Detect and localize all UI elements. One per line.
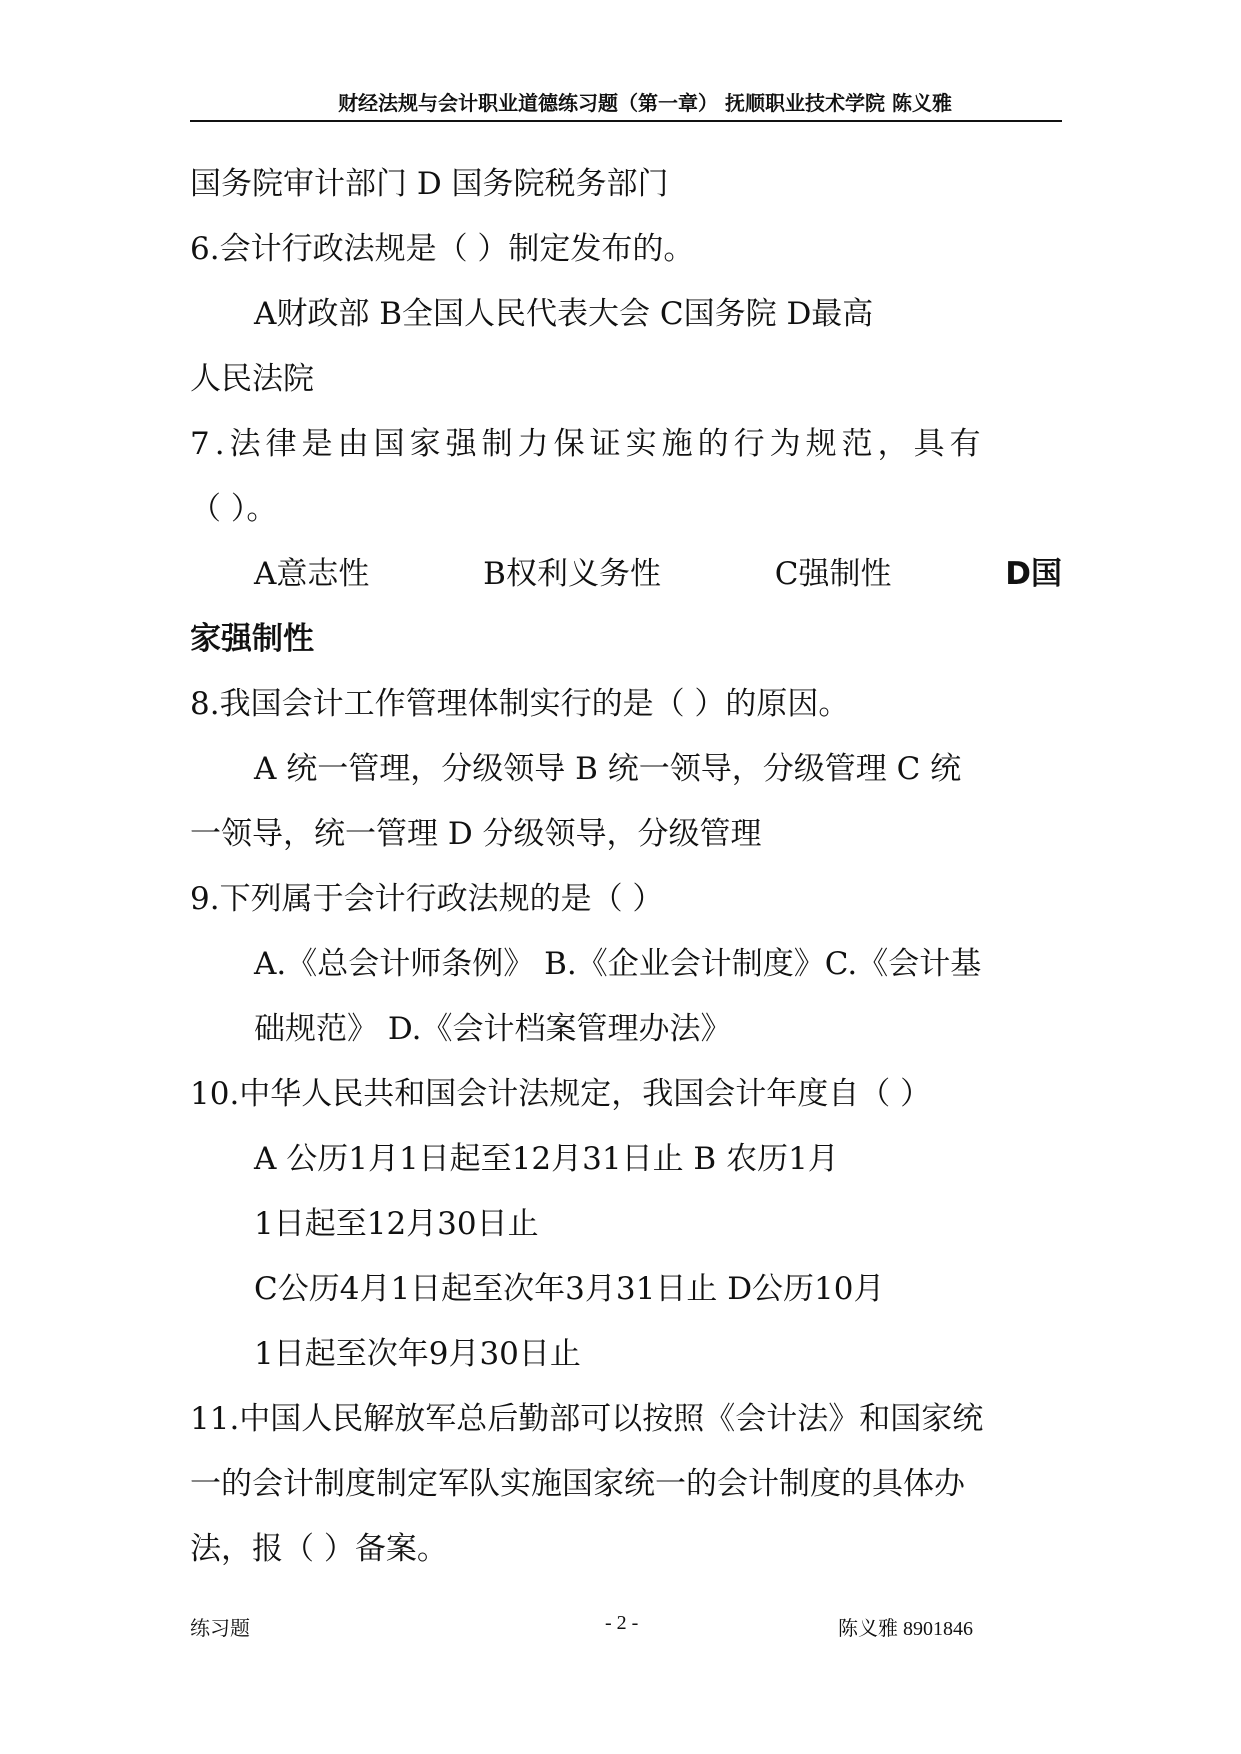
option-b: B权利义务性 — [483, 556, 661, 592]
text-line: 国务院审计部门 D 国务院税务部门 — [190, 166, 669, 202]
question-11-cont: 一的会计制度制定军队实施国家统一的会计制度的具体办 — [190, 1466, 965, 1502]
option-a: A意志性 — [254, 556, 370, 592]
options-6: A财政部 B全国人民代表大会 C国务院 D最高 — [254, 296, 874, 332]
option-d-answer: D国 — [1005, 556, 1062, 592]
question-6: 6.会计行政法规是（ ）制定发布的。 — [190, 231, 695, 267]
footer-right: 陈义雅 8901846 — [838, 1618, 973, 1640]
options-10-cd-cont: 1日起至次年9月30日止 — [254, 1336, 581, 1372]
question-10: 10.中华人民共和国会计法规定，我国会计年度自（ ） — [190, 1076, 932, 1112]
options-7 — [190, 542, 1062, 607]
question-8: 8.我国会计工作管理体制实行的是（ ）的原因。 — [190, 686, 850, 722]
options-8-cont: 一领导，统一管理 D 分级领导，分级管理 — [190, 816, 762, 852]
page-header — [190, 88, 1062, 122]
option-c: C强制性 — [774, 556, 892, 592]
options-10-ab: A 公历1月1日起至12月31日止 B 农历1月 — [254, 1141, 839, 1177]
header-title: 财经法规与会计职业道德练习题（第一章） 抚顺职业技术学院 陈义雅 — [338, 91, 952, 115]
question-11: 11.中国人民解放军总后勤部可以按照《会计法》和国家统 — [190, 1401, 984, 1437]
options-9: A.《总会计师条例》 B.《企业会计制度》C.《会计基 — [254, 946, 982, 982]
question-7: 7.法律是由国家强制力保证实施的行为规范，具有 — [190, 426, 986, 462]
options-7-answer-cont: 家强制性 — [190, 621, 314, 657]
page-footer — [190, 1612, 1062, 1642]
options-10-cd: C公历4月1日起至次年3月31日止 D公历10月 — [254, 1271, 885, 1307]
options-10-ab-cont: 1日起至12月30日止 — [254, 1206, 539, 1242]
options-9-cont: 础规范》 D.《会计档案管理办法》 — [254, 1011, 732, 1047]
question-11-end: 法，报（ ）备案。 — [190, 1531, 448, 1567]
footer-left: 练习题 — [190, 1618, 250, 1640]
options-6-cont: 人民法院 — [190, 361, 314, 397]
options-8: A 统一管理，分级领导 B 统一领导，分级管理 C 统 — [254, 751, 962, 787]
document-body — [190, 152, 1062, 1582]
question-9: 9.下列属于会计行政法规的是（ ） — [190, 881, 664, 917]
page-number: - 2 - — [605, 1612, 639, 1634]
question-7-cont: （ ）。 — [190, 491, 278, 527]
